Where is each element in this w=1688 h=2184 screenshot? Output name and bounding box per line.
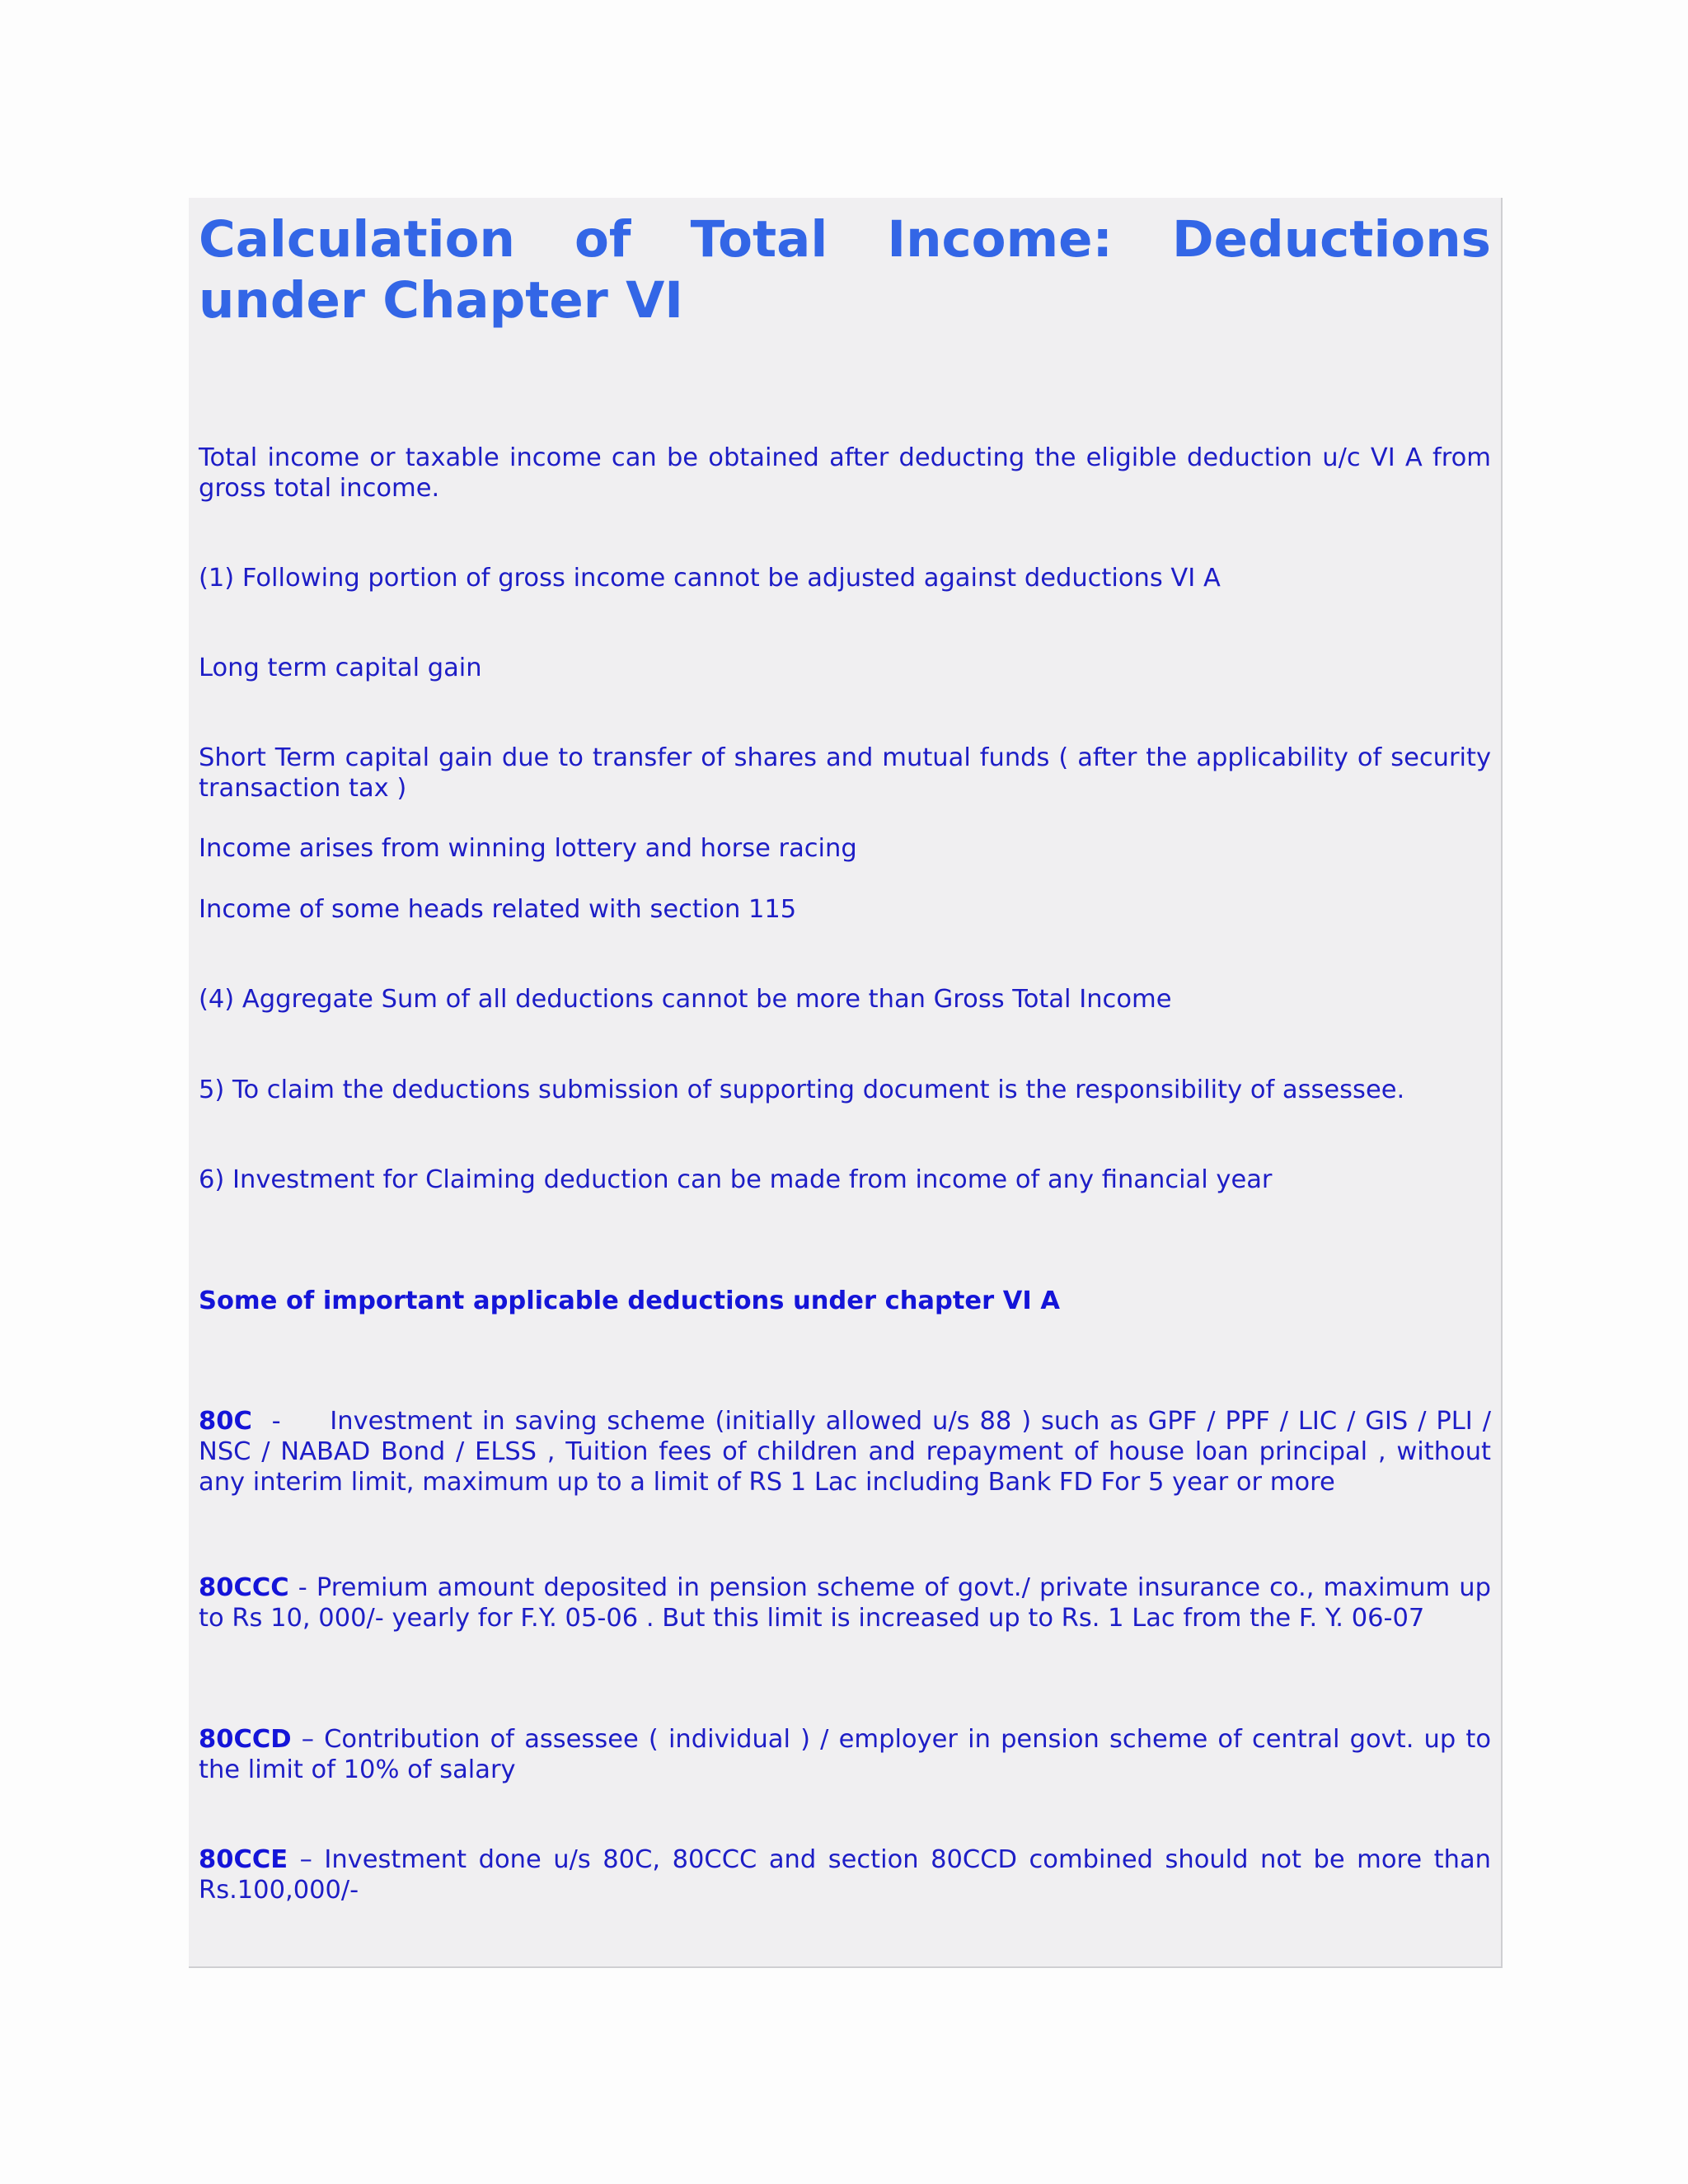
- deduction-code: 80CCD: [199, 1725, 292, 1754]
- document-panel: [189, 198, 1503, 1968]
- excluded-item-long-term: Long term capital gain: [199, 654, 482, 682]
- deduction-80c: [199, 1406, 1491, 1497]
- deduction-separator: -: [251, 1407, 331, 1436]
- deductions-heading: Some of important applicable deductions under chapter VI A: [199, 1286, 1060, 1315]
- point-4: (4) Aggregate Sum of all deductions cannot be more than Gross Total Income: [199, 985, 1172, 1014]
- deduction-separator: –: [291, 1725, 325, 1754]
- deduction-code: 80CCC: [199, 1573, 289, 1602]
- deduction-text: Investment in saving scheme (initially allowed u/s 88 ) such as GPF / PPF / LIC / GIS / PLI / NSC / NABAD Bond / ELSS , Tuition fees of children and repayment of house loan principal , without any interim limit, maximum up to a limit of RS 1 Lac including Bank FD For 5 year or more: [199, 1407, 1491, 1497]
- excluded-item-section-115: Income of some heads related with section 115: [199, 895, 797, 924]
- excluded-item-lottery: Income arises from winning lottery and horse racing: [199, 834, 857, 863]
- deduction-80cce: [199, 1844, 1491, 1905]
- point-6: 6) Investment for Claiming deduction can be made from income of any financial year: [199, 1165, 1273, 1194]
- deduction-code: 80C: [199, 1407, 252, 1436]
- deduction-separator: –: [288, 1845, 325, 1874]
- deduction-code: 80CCE: [199, 1845, 288, 1874]
- deduction-text: Premium amount deposited in pension scheme of govt./ private insurance co., maximum up to Rs 10, 000/- yearly for F.Y. 05-06 . But this limit is increased up to Rs. 1 Lac from the F. Y. 06-07: [199, 1573, 1491, 1633]
- excluded-item-short-term: Short Term capital gain due to transfer of shares and mutual funds ( after the applicability of security transaction tax ): [199, 743, 1491, 803]
- deduction-text: Investment done u/s 80C, 80CCC and section 80CCD combined should not be more than Rs.100,000/-: [199, 1845, 1491, 1905]
- intro-paragraph: Total income or taxable income can be obtained after deducting the eligible deduction u/c VI A from gross total income.: [199, 443, 1491, 503]
- deduction-80ccc: [199, 1572, 1491, 1633]
- point-1: (1) Following portion of gross income cannot be adjusted against deductions VI A: [199, 564, 1221, 593]
- deduction-separator: -: [288, 1573, 316, 1602]
- page-title: Calculation of Total Income: Deductions under Chapter VI: [199, 210, 1491, 330]
- deduction-80ccd: [199, 1724, 1491, 1785]
- deduction-text: Contribution of assessee ( individual ) / employer in pension scheme of central govt. up to the limit of 10% of salary: [199, 1725, 1492, 1784]
- point-5: 5) To claim the deductions submission of supporting document is the responsibility of assessee.: [199, 1076, 1405, 1104]
